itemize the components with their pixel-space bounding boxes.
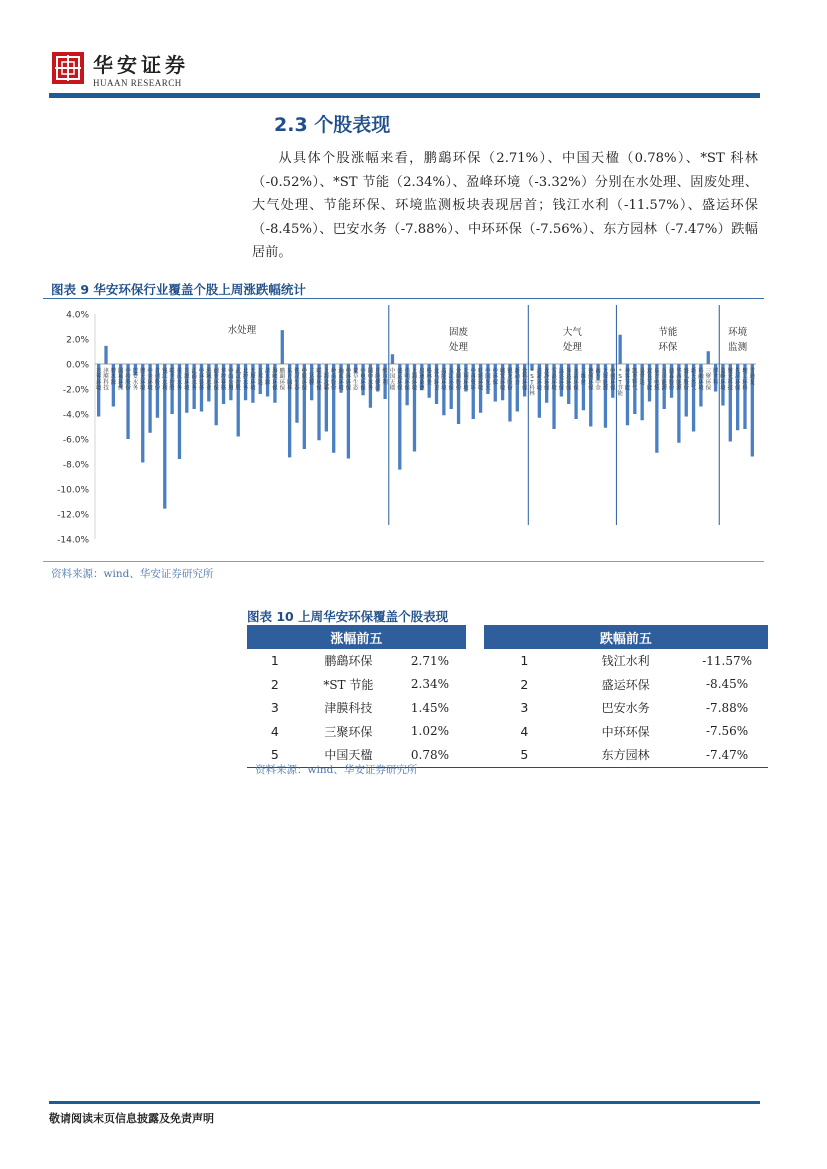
name-up: 津膜科技 — [324, 701, 373, 716]
gap — [466, 673, 484, 697]
bar — [618, 335, 621, 364]
value-up: 2.71% — [410, 653, 449, 668]
x-tick-label: 远达环保 — [558, 368, 565, 392]
x-tick-label: 金圆股份 — [455, 368, 462, 392]
rank-down: 3 — [520, 700, 529, 716]
x-tick-label: 华控赛格 — [220, 368, 227, 392]
x-tick-label: 重庆水务 — [176, 368, 183, 392]
x-tick-label: 维尔利 — [382, 368, 388, 386]
x-tick-label: 岭南股份 — [330, 368, 337, 392]
bar — [104, 346, 107, 364]
x-tick-label: 银龙股份 — [507, 368, 513, 392]
x-tick-label: 东江环保 — [448, 368, 455, 392]
x-tick-label: 南方中金 — [595, 368, 601, 392]
x-tick-label: 龙马环卫 — [433, 368, 440, 392]
x-tick-label: 中环保 — [492, 368, 499, 386]
body-paragraph — [252, 147, 758, 265]
head-down: 跌幅前五 — [484, 625, 768, 649]
brand-name: 华安证券 — [93, 53, 189, 77]
x-tick-label: 神雾节能 — [624, 368, 631, 392]
x-tick-label: 天壕能源 — [602, 368, 609, 392]
y-tick-label: -6.0% — [62, 435, 89, 446]
table-row — [247, 649, 768, 673]
x-tick-label: 聚光科技 — [727, 368, 734, 392]
y-tick-label: -8.0% — [62, 460, 89, 471]
x-tick-label: 海峡环保 — [272, 368, 278, 392]
y-tick-label: 0.0% — [66, 360, 89, 371]
x-tick-label: * S T 科林 — [529, 368, 535, 397]
y-tick-label: -2.0% — [62, 385, 89, 396]
header-rule — [49, 93, 760, 98]
x-tick-label: 中国天楹 — [389, 368, 396, 392]
x-tick-label: 碧水源 — [110, 368, 117, 386]
head-gap — [466, 625, 484, 649]
y-axis — [57, 311, 756, 546]
x-tick-label: 兴蓉环境 — [95, 368, 102, 392]
y-tick-label: -14.0% — [57, 535, 89, 546]
head-up: 涨幅前五 — [247, 625, 466, 649]
gap — [466, 720, 484, 744]
figure9-chart — [43, 299, 764, 561]
x-tick-label: 凯美特气 — [632, 368, 638, 392]
name-down: 东方园林 — [565, 743, 686, 767]
x-tick-label: 瀚蓝环境 — [338, 368, 344, 392]
logo-emblem-icon — [52, 52, 84, 84]
x-tick-label: * S T 节能 — [617, 368, 623, 397]
name-up: 中国天楹 — [303, 743, 394, 767]
x-tick-label: 江南水务 — [191, 368, 197, 392]
table-body — [247, 649, 768, 767]
gap — [466, 743, 484, 767]
footer-rule — [49, 1101, 760, 1104]
gap — [466, 696, 484, 720]
x-tick-label: 菲达环保 — [565, 368, 572, 392]
x-tick-label: 创业环保 — [213, 368, 219, 392]
x-tick-label: 钱江水利 — [161, 368, 168, 392]
table-row — [247, 696, 768, 720]
x-tick-label: 三聚环保 — [705, 368, 712, 392]
x-tick-label: 新动力 — [514, 368, 521, 386]
x-tick-label: 国中水务 — [367, 368, 374, 392]
x-tick-label: 东方电热 — [654, 368, 660, 392]
x-tick-label: 德创环保 — [587, 368, 594, 392]
x-tick-label: 中环环保 — [345, 368, 352, 392]
x-tick-label: 国祯环保 — [117, 368, 124, 392]
y-tick-label: 2.0% — [66, 335, 89, 346]
brand-name-en: HUAAN RESEARCH — [93, 78, 182, 88]
x-tick-label: 北控水务 — [242, 368, 249, 392]
name-down: 钱江水利 — [601, 654, 650, 669]
x-tick-label: 龙净环保 — [543, 368, 550, 392]
value-down: -11.57% — [702, 653, 752, 668]
x-tick-label: 城发环境 — [499, 368, 506, 392]
x-tick-label: 武汉控股 — [235, 368, 242, 392]
rank-down: 5 — [484, 743, 565, 767]
value-up: 1.45% — [410, 700, 449, 715]
x-tick-label: 华西能源 — [676, 368, 682, 392]
x-tick-label: 格林美 — [426, 368, 432, 386]
x-tick-label: 中电环保 — [360, 368, 366, 392]
x-tick-label: 旺能环境 — [477, 368, 484, 392]
value-up: 2.34% — [410, 677, 449, 692]
y-tick-label: -10.0% — [57, 485, 89, 496]
x-tick-label: 金科环保 — [521, 368, 528, 392]
rank-down: 4 — [520, 723, 529, 739]
rank-down: 1 — [520, 653, 529, 669]
x-tick-label: 巴安水务 — [132, 368, 139, 392]
x-tick-label: 铁汉生态 — [294, 368, 300, 392]
x-tick-label: 三维丝 — [580, 368, 587, 386]
y-tick-label: 4.0% — [66, 310, 89, 321]
name-down: 盛运环保 — [601, 677, 650, 692]
x-tick-label: 天壕环境 — [250, 368, 256, 392]
x-tick-label: 上海环境 — [411, 368, 418, 392]
value-up: 0.78% — [394, 743, 466, 767]
ranking-table — [247, 625, 768, 768]
value-down: -7.88% — [706, 700, 749, 715]
x-tick-label: 天翔环境 — [463, 368, 469, 392]
rank-up: 4 — [270, 723, 279, 739]
figure10-source: 资料来源：wind、华安证券研究所 — [255, 764, 418, 776]
group-label: 节能环保 — [658, 327, 678, 353]
figure9-title: 图表 9 华安环保行业覆盖个股上周涨跌幅统计 — [51, 282, 306, 297]
x-tick-label: 联美控股 — [169, 368, 175, 392]
y-tick-label: -4.0% — [62, 410, 89, 421]
name-down: 巴安水务 — [601, 701, 650, 716]
logo — [52, 52, 84, 84]
section-title: 2.3 个股表现 — [274, 114, 391, 136]
x-tick-label: 三达膜 — [308, 368, 315, 386]
figure10-title: 图表 10 上周华安环保覆盖个股表现 — [247, 609, 449, 624]
figure9-source: 资料来源：wind、华安证券研究所 — [51, 568, 214, 580]
gap — [466, 649, 484, 673]
x-tick-label: 迪森股份 — [668, 368, 675, 392]
x-tick-label: 高能环境 — [441, 368, 447, 392]
x-tick-label: 新天然气 — [690, 368, 697, 392]
y-tick-label: -12.0% — [57, 510, 89, 521]
rank-up: 2 — [270, 676, 279, 692]
x-tick-label: 中创环保 — [609, 368, 616, 392]
x-tick-label: 清新环境 — [536, 368, 543, 392]
x-tick-label: 蒙草生态 — [352, 368, 359, 392]
x-tick-label: 先河环保 — [734, 368, 741, 392]
name-up: 三聚环保 — [324, 724, 373, 739]
x-tick-label: 兴源环境 — [184, 368, 190, 392]
x-tick-label: 盛运环保 — [396, 368, 403, 392]
x-tick-label: 东方园林 — [286, 368, 293, 392]
value-down: -8.45% — [706, 677, 749, 692]
table-row — [247, 673, 768, 697]
name-up: *ST 节能 — [323, 677, 374, 692]
x-tick-label: 鹏鷂环保 — [279, 368, 286, 392]
name-down: 中环环保 — [601, 724, 650, 739]
x-tick-label: 津膜科技 — [103, 368, 109, 392]
x-tick-label: 中山公用 — [228, 368, 234, 392]
x-tick-label: 百川能源 — [661, 368, 667, 392]
bar — [391, 354, 394, 364]
bar-chart — [43, 299, 764, 561]
x-tick-label: 中金环境 — [147, 368, 153, 392]
x-tick-label: 理工环科 — [742, 368, 748, 392]
x-tick-label: 中持股份 — [125, 368, 131, 392]
x-tick-label: 博世科 — [712, 368, 719, 386]
paragraph-text: 从具体个股涨幅来看，鹏鷂环保（2.71%）、中国天楹（0.78%）、*ST 科林（-0.52%）、*ST 节能（2.34%）、盈峰环境（-3.32%）分别在水处理、固废处理、大气处理、节能环保、环境监测板块表现居首；钱江水利（-11.57%）、盛运环保（-8.45%）、巴安水务（-7.88%）、中环环保（-7.56%）、东方园林（-7.47%）跌幅居前。 — [252, 151, 758, 260]
group-label: 水处理 — [227, 325, 257, 336]
table-header-row — [247, 625, 768, 649]
x-tick-label: 联泰环保 — [316, 368, 322, 392]
rank-up: 3 — [270, 700, 279, 716]
value-down: -7.47% — [686, 743, 768, 767]
x-tick-label: 双良节能 — [646, 368, 653, 392]
bar — [281, 330, 284, 364]
x-tick-label: 永清环保 — [573, 368, 579, 392]
x-tick-label: 盛弘股份 — [683, 368, 690, 392]
x-tick-label: 中原环保 — [301, 368, 308, 392]
table-row — [247, 720, 768, 744]
x-tick-label: 雪迪龙 — [749, 368, 756, 386]
name-up: 鹏鷂环保 — [324, 654, 373, 669]
bar — [707, 351, 710, 364]
x-tick-label: 启迪桑德 — [419, 368, 425, 392]
x-tick-label: 博天环境 — [139, 368, 146, 392]
x-tick-label: 中再资环 — [470, 368, 477, 392]
rank-up: 5 — [247, 743, 303, 767]
x-tick-label: 雪浪环境 — [551, 368, 557, 392]
x-tick-label: 洪城水业 — [206, 368, 212, 392]
footer-disclaimer: 敬请阅读末页信息披露及免责声明 — [49, 1112, 214, 1125]
x-tick-label: 盈峰环境 — [720, 368, 726, 392]
x-tick-label: 清水源 — [264, 368, 271, 386]
x-tick-label: 万邦达 — [257, 368, 264, 386]
rank-up: 1 — [270, 653, 279, 669]
x-tick-label: 上海洗霸 — [323, 368, 330, 392]
x-tick-label: 科融环境 — [698, 368, 704, 392]
x-tick-label: 伟明环保 — [404, 368, 410, 392]
x-tick-label: 中环装备 — [198, 368, 205, 392]
group-label: 大气处理 — [562, 327, 582, 353]
group-label: 环境监测 — [728, 327, 748, 353]
x-tick-label: 中国光大 — [485, 368, 491, 392]
figure9-bottom-rule — [43, 561, 764, 562]
x-tick-label: 易世达 — [639, 368, 645, 386]
value-down: -7.56% — [706, 724, 749, 739]
value-up: 1.02% — [410, 724, 449, 739]
x-tick-label: 开能健康 — [374, 368, 381, 392]
x-tick-label: 首创股份 — [154, 368, 161, 392]
group-labels — [228, 324, 748, 353]
rank-down: 2 — [520, 676, 529, 692]
group-label: 固废处理 — [449, 327, 469, 353]
bars — [97, 330, 754, 509]
